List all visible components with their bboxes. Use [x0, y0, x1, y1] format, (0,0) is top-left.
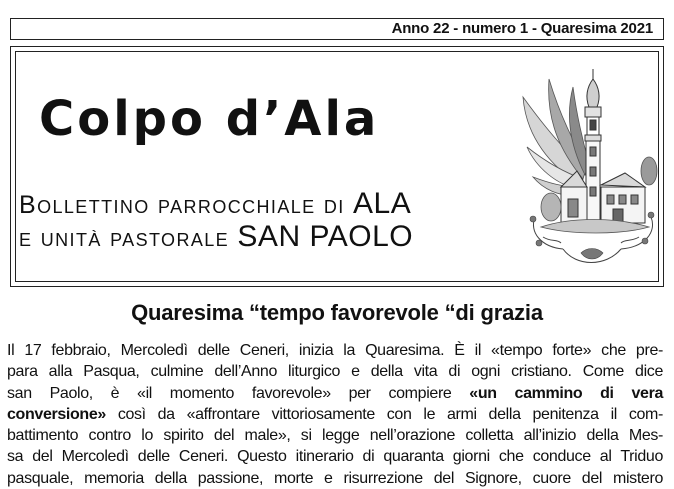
body-line-5-text: battimento contro lo spirito del male», si legge nell’orazione colletta all’inizio della Mes-	[7, 427, 663, 445]
body-line-3	[7, 383, 663, 404]
body-line-4	[7, 404, 663, 425]
issue-bar	[10, 18, 664, 40]
body-line-6-text: sa del Mercoledì delle Ceneri. Questo itinerario di quaranta giorni che conduce al Triduo	[7, 448, 663, 466]
body-line-4-bold: conversione»	[7, 405, 106, 423]
body-line-3-bold: «un cammino di vera	[469, 384, 663, 402]
subtitle-line-2	[19, 220, 413, 254]
article-headline: Quaresima “tempo favorevole “di grazia	[131, 300, 543, 325]
subtitle-line-2-text: e unità pastorale	[19, 224, 238, 252]
newsletter-title: Colpo d’Ala	[39, 91, 380, 147]
body-line-7	[7, 468, 663, 489]
subtitle-line-1-strong: ALA	[353, 187, 412, 220]
subtitle-line-1	[19, 187, 411, 221]
body-line-2	[7, 361, 663, 382]
subtitle-line-1-text: Bollettino parrocchiale di	[19, 191, 354, 219]
church-bell-tower-with-wing-icon	[521, 67, 659, 272]
body-line-2-text: para alla Pasqua, culmine dell’Anno liturgico e della vita di ogni cristiano. Come dice	[7, 363, 663, 381]
body-line-1	[7, 340, 663, 361]
subtitle-line-2-strong: SAN PAOLO	[237, 220, 414, 253]
body-line-1-text: Il 17 febbraio, Mercoledì delle Ceneri, inizia la Quaresima. È il «tempo forte» che pre-	[7, 342, 663, 359]
body-line-5	[7, 425, 663, 446]
article-body	[7, 340, 663, 489]
body-line-7-text: pasquale, memoria della passione, morte e risurrezione del Signore, cuore del mistero	[7, 469, 663, 487]
issue-label: Anno 22 - numero 1 - Quaresima 2021	[391, 20, 653, 37]
body-line-6	[7, 446, 663, 467]
body-line-3-text: san Paolo, è «il momento favorevole» per compiere	[7, 384, 470, 402]
body-line-4-text: così da «affrontare vittoriosamente con le armi della penitenza il com-	[105, 405, 663, 423]
masthead	[10, 46, 664, 287]
